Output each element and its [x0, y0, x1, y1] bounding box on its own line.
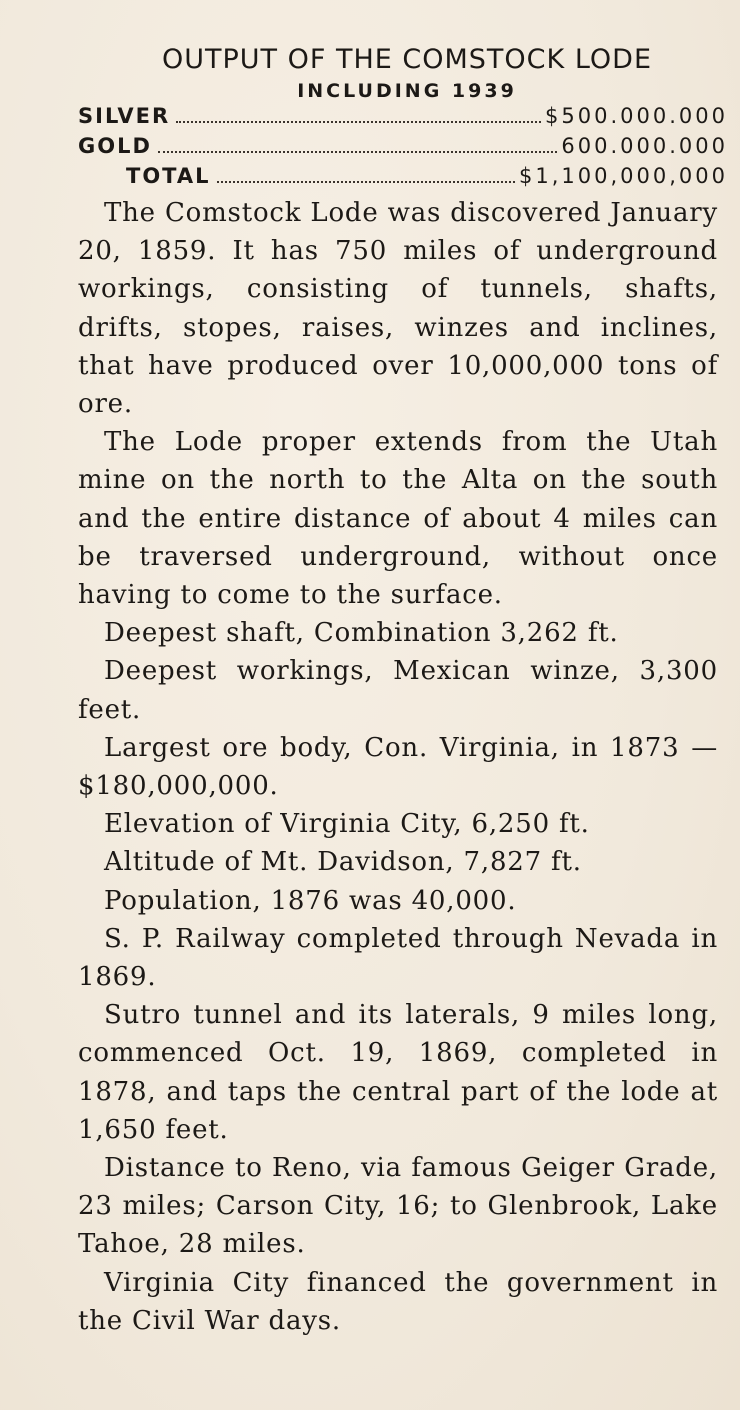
row-value: $500.000.000	[545, 104, 728, 128]
paragraph: Altitude of Mt. Davidson, 7,827 ft.	[104, 847, 582, 878]
output-header	[78, 42, 728, 194]
page-subtitle: INCLUDING 1939	[297, 80, 517, 102]
paragraph: Population, 1876 was 40,000.	[104, 885, 517, 916]
output-row-gold	[78, 134, 728, 164]
row-label: GOLD	[78, 134, 152, 158]
row-label: SILVER	[78, 104, 171, 128]
row-value: $1,100,000,000	[519, 164, 728, 188]
paragraph: The Lode proper extends from the Utah mine on the north to the Alta on the south and the entire distance of about 4 miles can be traversed underground, without once having to come to the surface.	[78, 427, 718, 611]
paragraph: Largest ore body, Con. Virginia, in 1873 — $180,000,000.	[78, 732, 718, 802]
output-row-silver	[78, 104, 728, 134]
row-label: TOTAL	[126, 164, 211, 188]
row-value: 600.000.000	[561, 134, 728, 158]
paragraph: Deepest workings, Mexican winze, 3,300 feet.	[78, 656, 718, 725]
body-text	[78, 194, 718, 1340]
paragraph: Sutro tunnel and its laterals, 9 miles long, commenced Oct. 19, 1869, completed in 1878, and taps the central part of the lode at 1,650 feet.	[78, 1000, 718, 1145]
dot-leader	[176, 121, 541, 123]
paragraph: The Comstock Lode was discovered January 20, 1859. It has 750 miles of underground workings, consisting of tunnels, shafts, drifts, stopes, raises, winzes and inclines, that have produced over 10,000,000 tons of ore.	[78, 198, 718, 420]
paragraph: Elevation of Virginia City, 6,250 ft.	[104, 809, 590, 840]
dot-leader	[217, 181, 515, 183]
paragraph: Virginia City financed the government in the Civil War days.	[78, 1267, 718, 1336]
page-title: OUTPUT OF THE COMSTOCK LODE	[161, 44, 653, 75]
output-row-total	[78, 164, 728, 194]
paragraph: Distance to Reno, via famous Geiger Grade, 23 miles; Carson City, 16; to Glenbrook, Lake Tahoe, 28 miles.	[78, 1153, 718, 1260]
dot-leader	[158, 151, 557, 153]
paragraph: S. P. Railway completed through Nevada in 1869.	[78, 923, 718, 993]
paragraph: Deepest shaft, Combination 3,262 ft.	[104, 618, 619, 649]
